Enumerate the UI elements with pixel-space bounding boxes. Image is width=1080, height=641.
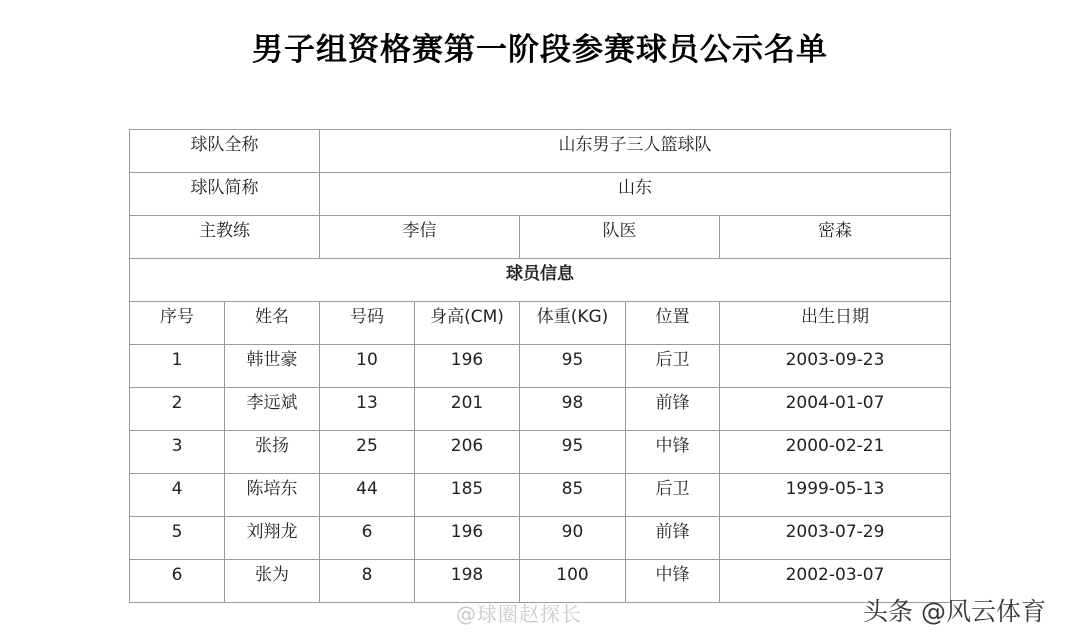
player-position: 前锋 [626, 517, 720, 560]
player-name: 李远斌 [225, 388, 320, 431]
column-header: 姓名 [225, 302, 320, 345]
header-row [130, 302, 951, 345]
player-number: 44 [320, 474, 415, 517]
coach-value: 李信 [320, 216, 520, 259]
player-height: 206 [415, 431, 520, 474]
watermark-right: 头条 @风云体育 [863, 597, 1046, 626]
player-birthdate: 2000-02-21 [720, 431, 951, 474]
table-row [130, 431, 951, 474]
doctor-label: 队医 [520, 216, 720, 259]
coach-label: 主教练 [130, 216, 320, 259]
player-height: 185 [415, 474, 520, 517]
player-birthdate: 2004-01-07 [720, 388, 951, 431]
player-index: 2 [130, 388, 225, 431]
player-name: 刘翔龙 [225, 517, 320, 560]
player-weight: 98 [520, 388, 626, 431]
team-full-name-row [130, 130, 951, 173]
player-index: 3 [130, 431, 225, 474]
player-height: 196 [415, 345, 520, 388]
column-header: 序号 [130, 302, 225, 345]
player-position: 前锋 [626, 388, 720, 431]
doctor-value: 密森 [720, 216, 951, 259]
player-weight: 95 [520, 431, 626, 474]
player-number: 6 [320, 517, 415, 560]
team-full-name-value: 山东男子三人篮球队 [320, 130, 951, 173]
section-title: 球员信息 [130, 259, 951, 302]
team-short-name-row [130, 173, 951, 216]
player-weight: 95 [520, 345, 626, 388]
player-index: 1 [130, 345, 225, 388]
player-index: 6 [130, 560, 225, 603]
player-name: 张扬 [225, 431, 320, 474]
player-position: 中锋 [626, 560, 720, 603]
team-short-name-label: 球队简称 [130, 173, 320, 216]
player-birthdate: 1999-05-13 [720, 474, 951, 517]
player-weight: 100 [520, 560, 626, 603]
player-name: 韩世豪 [225, 345, 320, 388]
table-row [130, 388, 951, 431]
player-height: 201 [415, 388, 520, 431]
player-height: 198 [415, 560, 520, 603]
table-row [130, 345, 951, 388]
player-number: 13 [320, 388, 415, 431]
player-position: 后卫 [626, 345, 720, 388]
column-header: 出生日期 [720, 302, 951, 345]
player-weight: 90 [520, 517, 626, 560]
player-position: 后卫 [626, 474, 720, 517]
player-number: 8 [320, 560, 415, 603]
column-header: 身高(CM) [415, 302, 520, 345]
player-index: 4 [130, 474, 225, 517]
table-row [130, 560, 951, 603]
player-height: 196 [415, 517, 520, 560]
player-number: 25 [320, 431, 415, 474]
player-birthdate: 2003-09-23 [720, 345, 951, 388]
player-weight: 85 [520, 474, 626, 517]
player-birthdate: 2003-07-29 [720, 517, 951, 560]
roster-table [129, 129, 951, 603]
page-title: 男子组资格赛第一阶段参赛球员公示名单 [252, 32, 828, 68]
player-birthdate: 2002-03-07 [720, 560, 951, 603]
column-header: 体重(KG) [520, 302, 626, 345]
team-full-name-label: 球队全称 [130, 130, 320, 173]
player-name: 张为 [225, 560, 320, 603]
section-title-row [130, 259, 951, 302]
table-row [130, 474, 951, 517]
player-number: 10 [320, 345, 415, 388]
table-row [130, 517, 951, 560]
team-short-name-value: 山东 [320, 173, 951, 216]
player-position: 中锋 [626, 431, 720, 474]
watermark-left: @球圈赵探长 [456, 602, 582, 626]
staff-row [130, 216, 951, 259]
column-header: 号码 [320, 302, 415, 345]
player-index: 5 [130, 517, 225, 560]
player-name: 陈培东 [225, 474, 320, 517]
column-header: 位置 [626, 302, 720, 345]
